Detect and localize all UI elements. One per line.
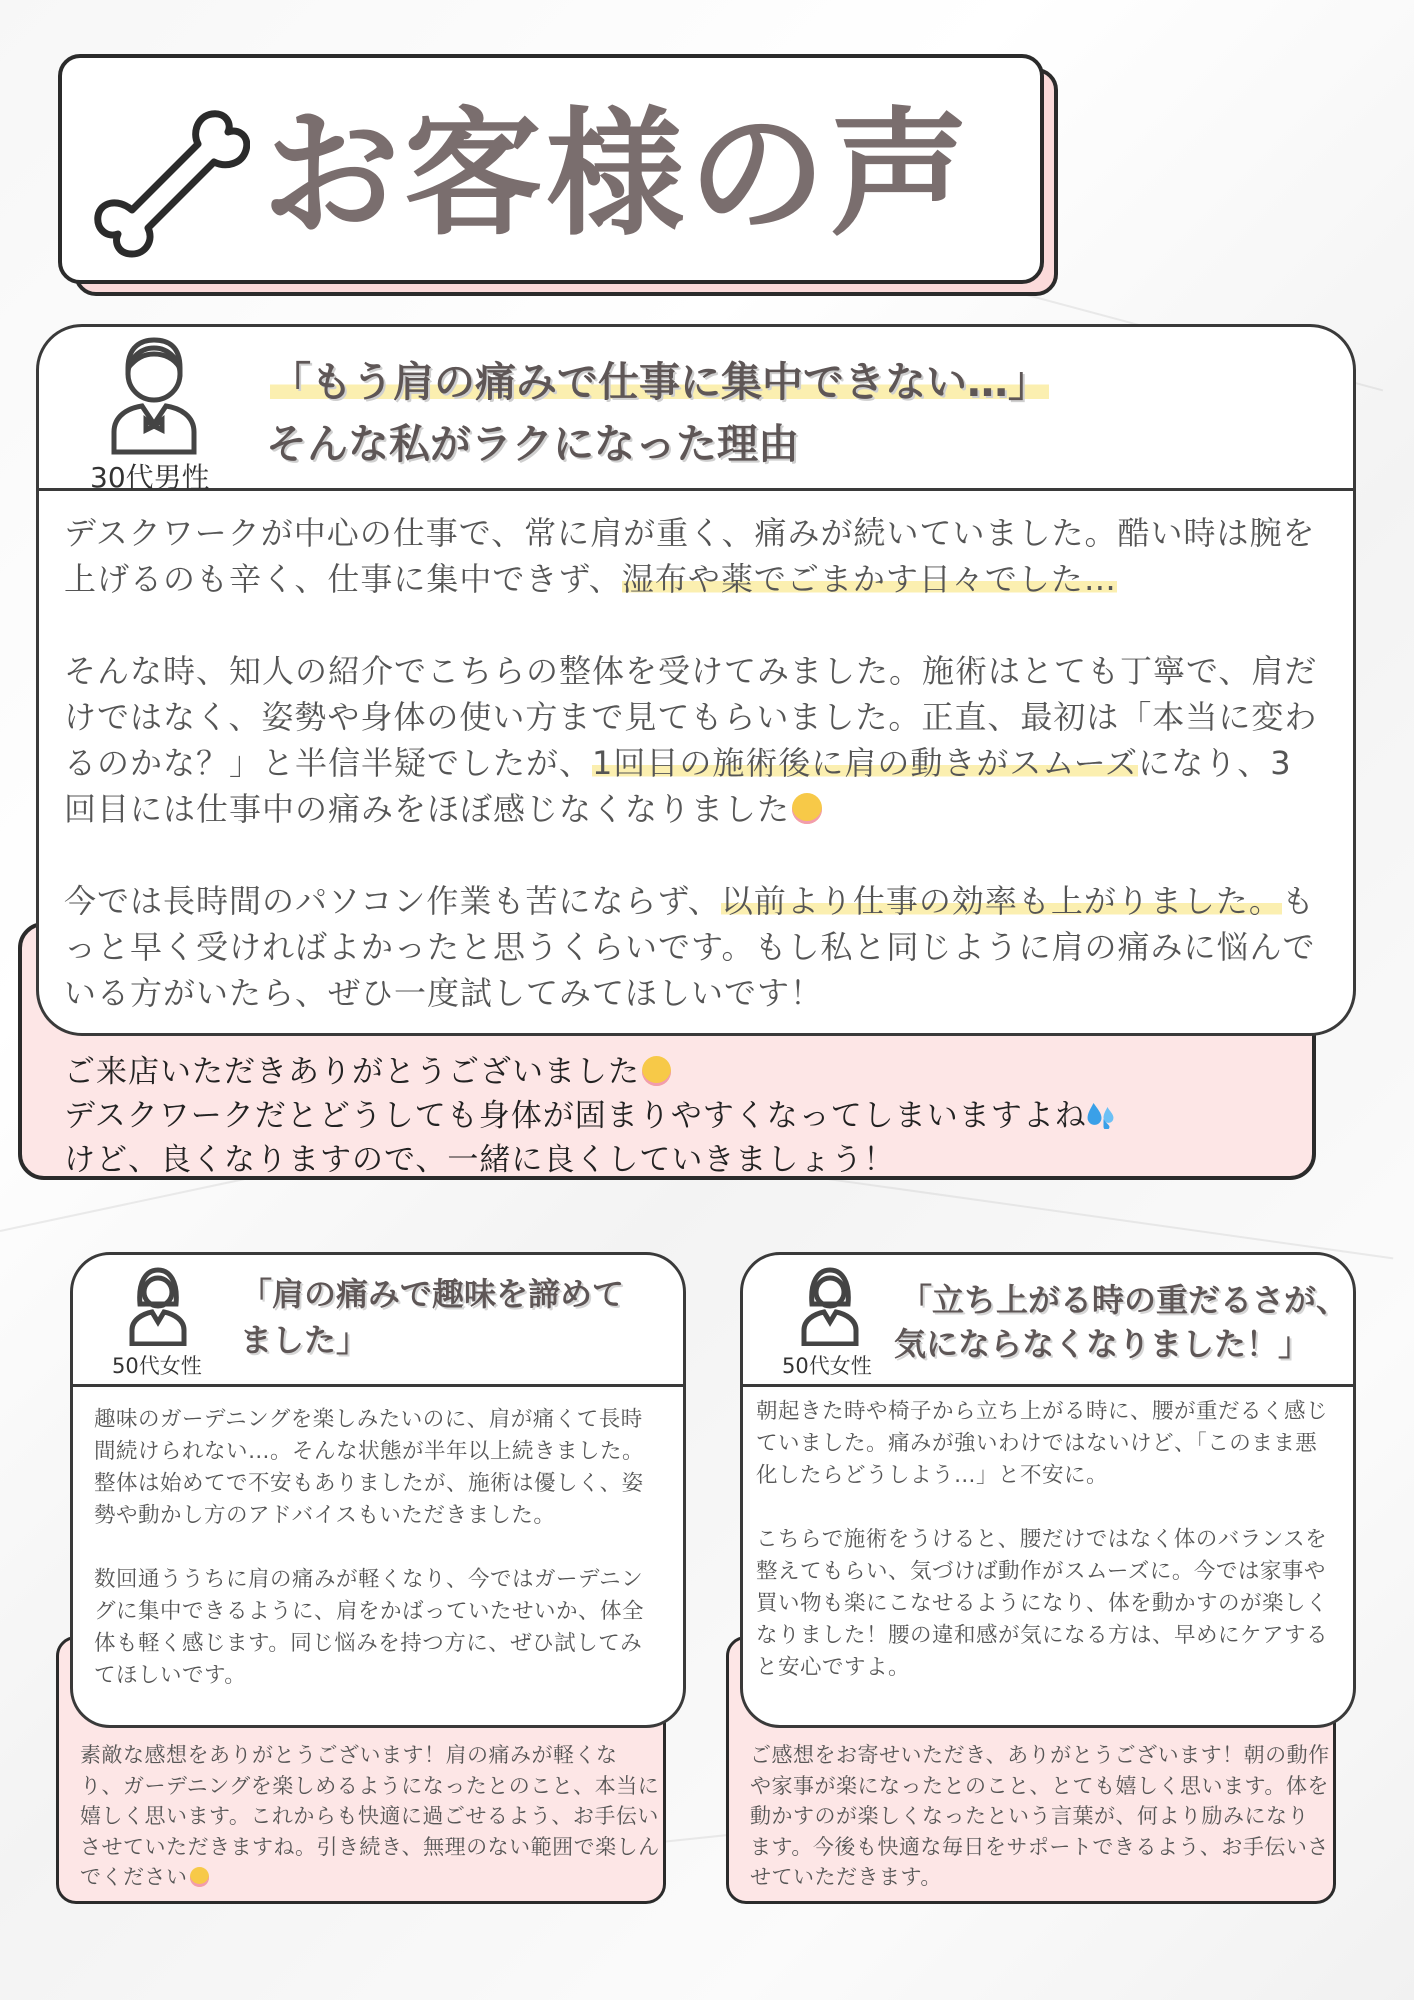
smile-emoji-icon [190,1867,210,1887]
right-age-label: 50代女性 [782,1354,872,1378]
main-headline-2: そんな私がラクになった理由 [266,420,799,468]
right-headline-2: 気にならなくなりました！」 [894,1325,1311,1363]
main-paragraph-1: デスクワークが中心の仕事で、常に肩が重く、痛みが続いていました。酷い時は腕を上げるのも辛く、仕事に集中できず、湿布や薬でごまかす日々でした… [64,514,1316,598]
right-card-divider [740,1384,1356,1387]
left-headline-1: 「肩の痛みで趣味を諦めて [240,1275,625,1313]
main-paragraph-2: そんな時、知人の紹介でこちらの整体を受けてみました。施術はとても丁寧で、肩だけではなく、姿勢や身体の使い方まで見てもらいました。正直、最初は「本当に変わるのかな？」と半信半疑でしたが、1回目の施術後に肩の動きがスムーズになり、3回目には仕事中の痛みをほぼ感じなくなりました [64,652,1318,828]
bone-icon [80,92,250,262]
main-age-label: 30代男性 [90,461,210,494]
main-headline-1: 「もう肩の痛みで仕事に集中できない…」 [270,358,1049,406]
left-testimonial-body [94,1404,662,1724]
left-paragraph-1: 趣味のガーデニングを楽しみたいのに、肩が痛くて長時間続けられない…。そんな状態が半年以上続きました。整体は始めてで不安もありましたが、施術は優しく、姿勢や動かし方のアドバイスもいただきました。 [94,1407,645,1528]
smile-emoji-icon [642,1056,671,1085]
left-paragraph-2: 数回通ううちに肩の痛みが軽くなり、今ではガーデニングに集中できるように、肩をかばっていたせいか、体全体も軽く感じます。同じ悩みを持つ方に、ぜひ試してみてほしいです。 [94,1567,645,1688]
smile-emoji-icon [792,793,822,823]
right-headline-1: 「立ち上がる時の重だるさが、 [900,1281,1349,1319]
left-staff-reply: 素敵な感想をありがとうございます！肩の痛みが軽くなり、ガーデニングを楽しめるようになったとのこと、本当に嬉しく思います。これからも快適に過ごせるよう、お手伝いさせていただきますね。引き続き、無理のない範囲で楽しんでください [80,1743,660,1889]
main-staff-reply: ご来店いただきありがとうございました デスクワークだとどうしても身体が固まりやすくなってしまいますよね けど、良くなりますので、一緒に良くしていきましょう！ [64,1050,1118,1182]
main-card-divider [36,488,1356,491]
left-card-divider [70,1384,686,1387]
right-staff-reply: ご感想をお寄せいただき、ありがとうございます！朝の動作や家事が楽になったとのこと、とても嬉しく思います。体を動かすのが楽しくなったという言葉が、何より励みになります。今後も快適な毎日をサポートできるよう、お手伝いさせていただきます。 [750,1743,1330,1889]
woman-avatar-icon [128,1264,188,1346]
main-testimonial-body [64,510,1324,1062]
left-headline-2: ました」 [240,1321,369,1359]
sweat-drops-icon [1087,1101,1118,1129]
page-title: お客様の声 [262,94,973,255]
main-paragraph-3: 今では長時間のパソコン作業も苦にならず、以前より仕事の効率も上がりました。もっと早く受ければよかったと思うくらいです。もし私と同じように肩の痛みに悩んでいる方がいたら、ぜひ一度試してみてほしいです！ [64,882,1316,1012]
left-age-label: 50代女性 [112,1354,202,1378]
right-paragraph-1: 朝起きた時や椅子から立ち上がる時に、腰が重だるく感じていました。痛みが強いわけではないけど、「このまま悪化したらどうしよう…」と不安に。 [756,1399,1329,1488]
right-paragraph-2: こちらで施術をうけると、腰だけではなく体のバランスを整えてもらい、気づけば動作がスムーズに。今では家事や買い物も楽にこなせるようになり、体を動かすのが楽しくなりました！腰の違和感が気になる方は、早めにケアすると安心ですよ。 [756,1527,1329,1680]
right-testimonial-body [756,1396,1338,1716]
man-avatar-icon [108,332,200,456]
woman-avatar-icon [800,1264,860,1346]
